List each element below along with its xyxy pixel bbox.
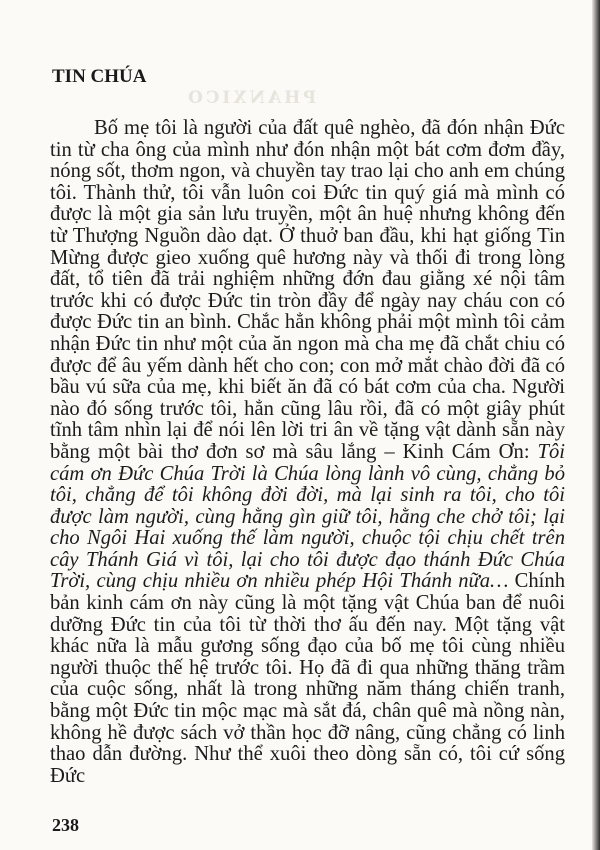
body-paragraph	[50, 118, 565, 787]
bleed-through-text: PHANXICO	[185, 88, 317, 108]
chapter-title: TIN CHÚA	[52, 66, 147, 87]
body-text-part-1: Bố mẹ tôi là người của đất quê nghèo, đã đón nhận Đức tin từ cha ông của mình như đón nhận một bát cơm đơm đầy, nóng sốt, thơm ngon, và chuyền tay trao lại cho anh em chúng tôi. Thành thử, tôi vẫn luôn coi Đức tin quý giá mà mình có được là một gia sản lưu truyền, một ân huệ nhưng không đến từ Thượng Nguồn dào dạt. Ở thuở ban đầu, khi hạt giống Tin Mừng được gieo xuống quê hương này và thối đi trong lòng đất, tổ tiên đã trải nghiệm những đớn đau giằng xé nội tâm trước khi có được Đức tin tròn đầy để ngày nay cháu con có được Đức tin an bình. Chắc hẳn không phải một mình tôi cảm nhận Đức tin như một của ăn ngon mà cha mẹ đã chắt chiu có được để âu yếm dành hết cho con; con mở mắt chào đời đã có bầu vú sữa của mẹ, khi biết ăn đã có bát cơm của cha. Người nào đó sống trước tôi, hẳn cũng lâu rồi, đã có một giây phút tĩnh tâm nhìn lại để nói lên lời tri ân về tặng vật dành sẵn này bằng một bài thơ đơn sơ mà sâu lắng – Kinh Cám Ơn:	[50, 117, 565, 463]
body-text-part-2: Chính bản kinh cám ơn này cũng là một tặng vật Chúa ban để nuôi dưỡng Đức tin của tôi từ thời thơ ấu đến nay. Một tặng vật khác nữa là mẫu gương sống đạo của bố mẹ tôi cùng nhiều người thuộc thế hệ trước tôi. Họ đã đi qua những thăng trầm của cuộc sống, nhất là trong những năm tháng chiến tranh, bằng một Đức tin mộc mạc mà sắt đá, chân quê mà nồng nàn, không hề được sách vở thần học đỡ nâng, cũng chẳng có linh thao dẫn đường. Như thể xuôi theo dòng sẵn có, tôi cứ sống Đức	[50, 570, 566, 787]
prayer-quote: Tôi cám ơn Đức Chúa Trời là Chúa lòng lành vô cùng, chẳng bỏ tôi, chẳng để tôi không đời đời, mà lại sinh ra tôi, cho tôi được làm người, cùng hằng gìn giữ tôi, hằng che chở tôi; lại cho Ngôi Hai xuống thế làm người, chuộc tội chịu chết trên cây Thánh Giá vì tôi, lại cho tôi được đạo thánh Đức Chúa Trời, cùng chịu nhiều ơn nhiều phép Hội Thánh nữa…	[50, 440, 565, 593]
page-edge-shadow	[592, 0, 600, 850]
page-number: 238	[52, 815, 79, 835]
